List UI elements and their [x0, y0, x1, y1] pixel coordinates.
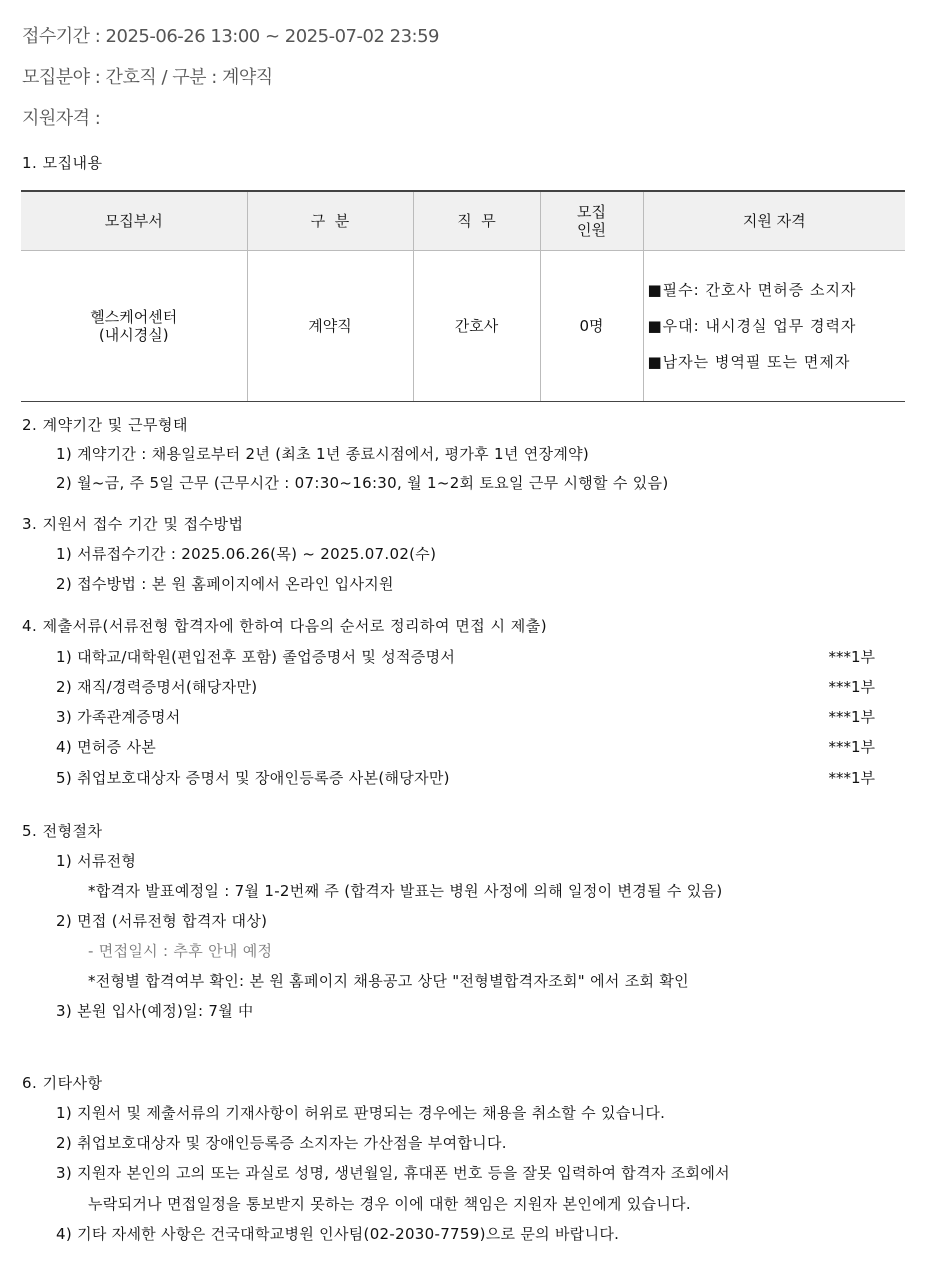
- section-4-title: 4. 제출서류(서류전형 합격자에 한하여 다음의 순서로 정리하여 면접 시 제출): [22, 617, 548, 635]
- document-item: 1) 대학교/대학원(편입전후 포함) 졸업증명서 및 성적증명서: [56, 648, 456, 666]
- cell-count: 0명: [540, 251, 643, 402]
- qual-military: ■남자는 병역필 또는 면제자: [647, 353, 851, 371]
- etc-item: 3) 지원자 본인의 고의 또는 과실로 성명, 생년월일, 휴대폰 번호 등을 잘못 입력하여 합격자 조회에서: [56, 1164, 730, 1182]
- section-2-title: 2. 계약기간 및 근무형태: [22, 416, 189, 434]
- application-dates: 1) 서류접수기간 : 2025.06.26(목) ~ 2025.07.02(수): [56, 545, 437, 563]
- interview-step: 2) 면접 (서류전형 합격자 대상): [56, 912, 268, 930]
- application-period: 접수기간 : 2025-06-26 13:00 ~ 2025-07-02 23:59: [22, 26, 439, 47]
- document-copies: ***1부: [828, 769, 875, 787]
- section-1-title: 1. 모집내용: [22, 154, 103, 172]
- dept-name: 헬스케어센터: [90, 308, 178, 326]
- cell-type: 계약직: [247, 251, 413, 402]
- contract-period: 1) 계약기간 : 채용일로부터 2년 (최초 1년 종료시점에서, 평가후 1년 연장계약): [56, 445, 590, 463]
- result-check-note: *전형별 합격여부 확인: 본 원 홈페이지 채용공고 상단 "전형별합격자조회" 에서 조회 확인: [88, 972, 689, 990]
- etc-item-continued: 누락되거나 면접일정을 통보받지 못하는 경우 이에 대한 책임은 지원자 본인에게 있습니다.: [88, 1195, 691, 1213]
- section-3-title: 3. 지원서 접수 기간 및 접수방법: [22, 515, 244, 533]
- cell-job: 간호사: [413, 251, 540, 402]
- recruit-table: [21, 190, 905, 402]
- cell-qualification: [643, 251, 905, 402]
- work-schedule: 2) 월~금, 주 5일 근무 (근무시간 : 07:30~16:30, 월 1~2회 토요일 근무 시행할 수 있음): [56, 474, 669, 492]
- document-copies: ***1부: [828, 678, 875, 696]
- section-6-title: 6. 기타사항: [22, 1074, 103, 1092]
- document-item: 4) 면허증 사본: [56, 738, 157, 756]
- document-item: 3) 가족관계증명서: [56, 708, 181, 726]
- document-item: 5) 취업보호대상자 증명서 및 장애인등록증 사본(해당자만): [56, 769, 450, 787]
- table-header-row: [21, 191, 905, 251]
- cell-dept: [21, 251, 247, 402]
- header-count-line2: 인원: [577, 221, 606, 239]
- header-qualification: 지원 자격: [643, 191, 905, 251]
- start-date: 3) 본원 입사(예정)일: 7월 中: [56, 1002, 254, 1020]
- section-5-title: 5. 전형절차: [22, 822, 103, 840]
- dept-sub: (내시경실): [98, 326, 169, 344]
- etc-item: 4) 기타 자세한 사항은 건국대학교병원 인사팀(02-2030-7759)으로 문의 바랍니다.: [56, 1225, 620, 1243]
- table-row: [21, 251, 905, 402]
- document-screening: 1) 서류전형: [56, 852, 137, 870]
- interview-date-note: - 면접일시 : 추후 안내 예정: [88, 942, 273, 960]
- etc-item: 1) 지원서 및 제출서류의 기재사항이 허위로 판명되는 경우에는 채용을 취소할 수 있습니다.: [56, 1104, 666, 1122]
- document-copies: ***1부: [828, 708, 875, 726]
- header-count: [540, 191, 643, 251]
- etc-item: 2) 취업보호대상자 및 장애인등록증 소지자는 가산점을 부여합니다.: [56, 1134, 507, 1152]
- header-type: 구 분: [247, 191, 413, 251]
- qual-preferred: ■우대: 내시경실 업무 경력자: [647, 317, 857, 335]
- document-copies: ***1부: [828, 648, 875, 666]
- announcement-note: *합격자 발표예정일 : 7월 1-2번째 주 (합격자 발표는 병원 사정에 의해 일정이 변경될 수 있음): [88, 882, 723, 900]
- recruit-field: 모집분야 : 간호직 / 구분 : 계약직: [22, 67, 273, 88]
- document-item: 2) 재직/경력증명서(해당자만): [56, 678, 258, 696]
- qualification-label: 지원자격 :: [22, 108, 101, 129]
- header-job: 직 무: [413, 191, 540, 251]
- application-method: 2) 접수방법 : 본 원 홈페이지에서 온라인 입사지원: [56, 575, 394, 593]
- header-count-line1: 모집: [577, 203, 606, 221]
- document-copies: ***1부: [828, 738, 875, 756]
- header-dept: 모집부서: [21, 191, 247, 251]
- qual-required: ■필수: 간호사 면허증 소지자: [647, 281, 857, 299]
